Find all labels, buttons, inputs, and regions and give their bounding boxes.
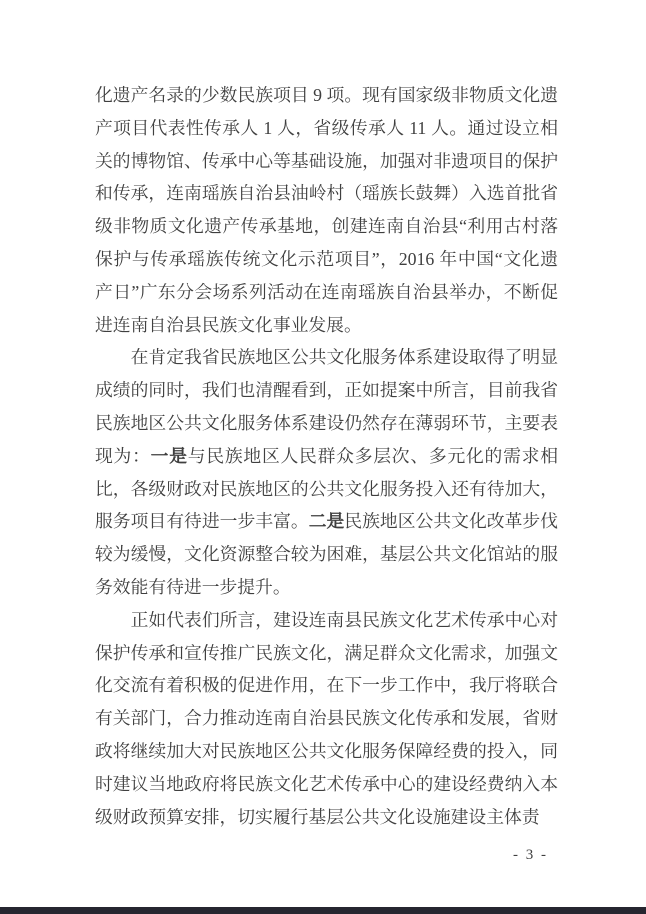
bold-marker-second-point: 二是	[308, 511, 345, 532]
paragraph-problems	[95, 341, 558, 603]
paragraph-text: 民族地区公共文化改革步伐较为缓慢，文化资源整合较为困难，基层公共文化馆站的服务效能有待进一步提升。	[95, 511, 558, 597]
document-body-text	[95, 79, 558, 833]
bottom-edge-bar	[0, 907, 646, 914]
paragraph-text: 在肯定我省民族地区公共文化服务体系建设取得了明显成绩的同时，我们也清醒看到，正如提案中所言，目前我省民族地区公共文化服务体系建设仍然存在薄弱环节，主要表现为：	[95, 347, 558, 466]
paragraph-continuation	[95, 79, 558, 341]
paragraph-text: 正如代表们所言，建设连南县民族文化艺术传承中心对保护传承和宣传推广民族文化，满足群众文化需求，加强文化交流有着积极的促进作用，在下一步工作中，我厅将联合有关部门，合力推动连南自治县民族文化传承和发展，省财政将继续加大对民族地区公共文化服务保障经费的投入，同时建议当地政府将民族文化艺术传承中心的建设经费纳入本级财政预算安排，切实履行基层公共文化设施建设主体责	[95, 609, 558, 827]
bold-marker-first-point: 一是	[150, 445, 188, 466]
paragraph-text: 与民族地区人民群众多层次、多元化的需求相比，各级财政对民族地区的公共文化服务投入还有待加大，服务项目有待进一步丰富。	[95, 445, 558, 532]
page-number: - 3 -	[513, 847, 548, 863]
paragraph-text: 化遗产名录的少数民族项目 9 项。现有国家级非物质文化遗产项目代表性传承人 1 人，省级传承人 11 人。通过设立相关的博物馆、传承中心等基础设施，加强对非遗项目的保护和传承，连南瑶族自治县油岭村（瑶族长鼓舞）入选首批省级非物质文化遗产传承基地，创建连南自治县“利用古村落保护与传承瑶族传统文化示范项目”，2016 年中国“文化遗产日”广东分会场系列活动在连南瑶族自治县举办，不断促进连南自治县民族文化事业发展。	[95, 85, 558, 335]
paragraph-next-steps	[95, 604, 558, 834]
